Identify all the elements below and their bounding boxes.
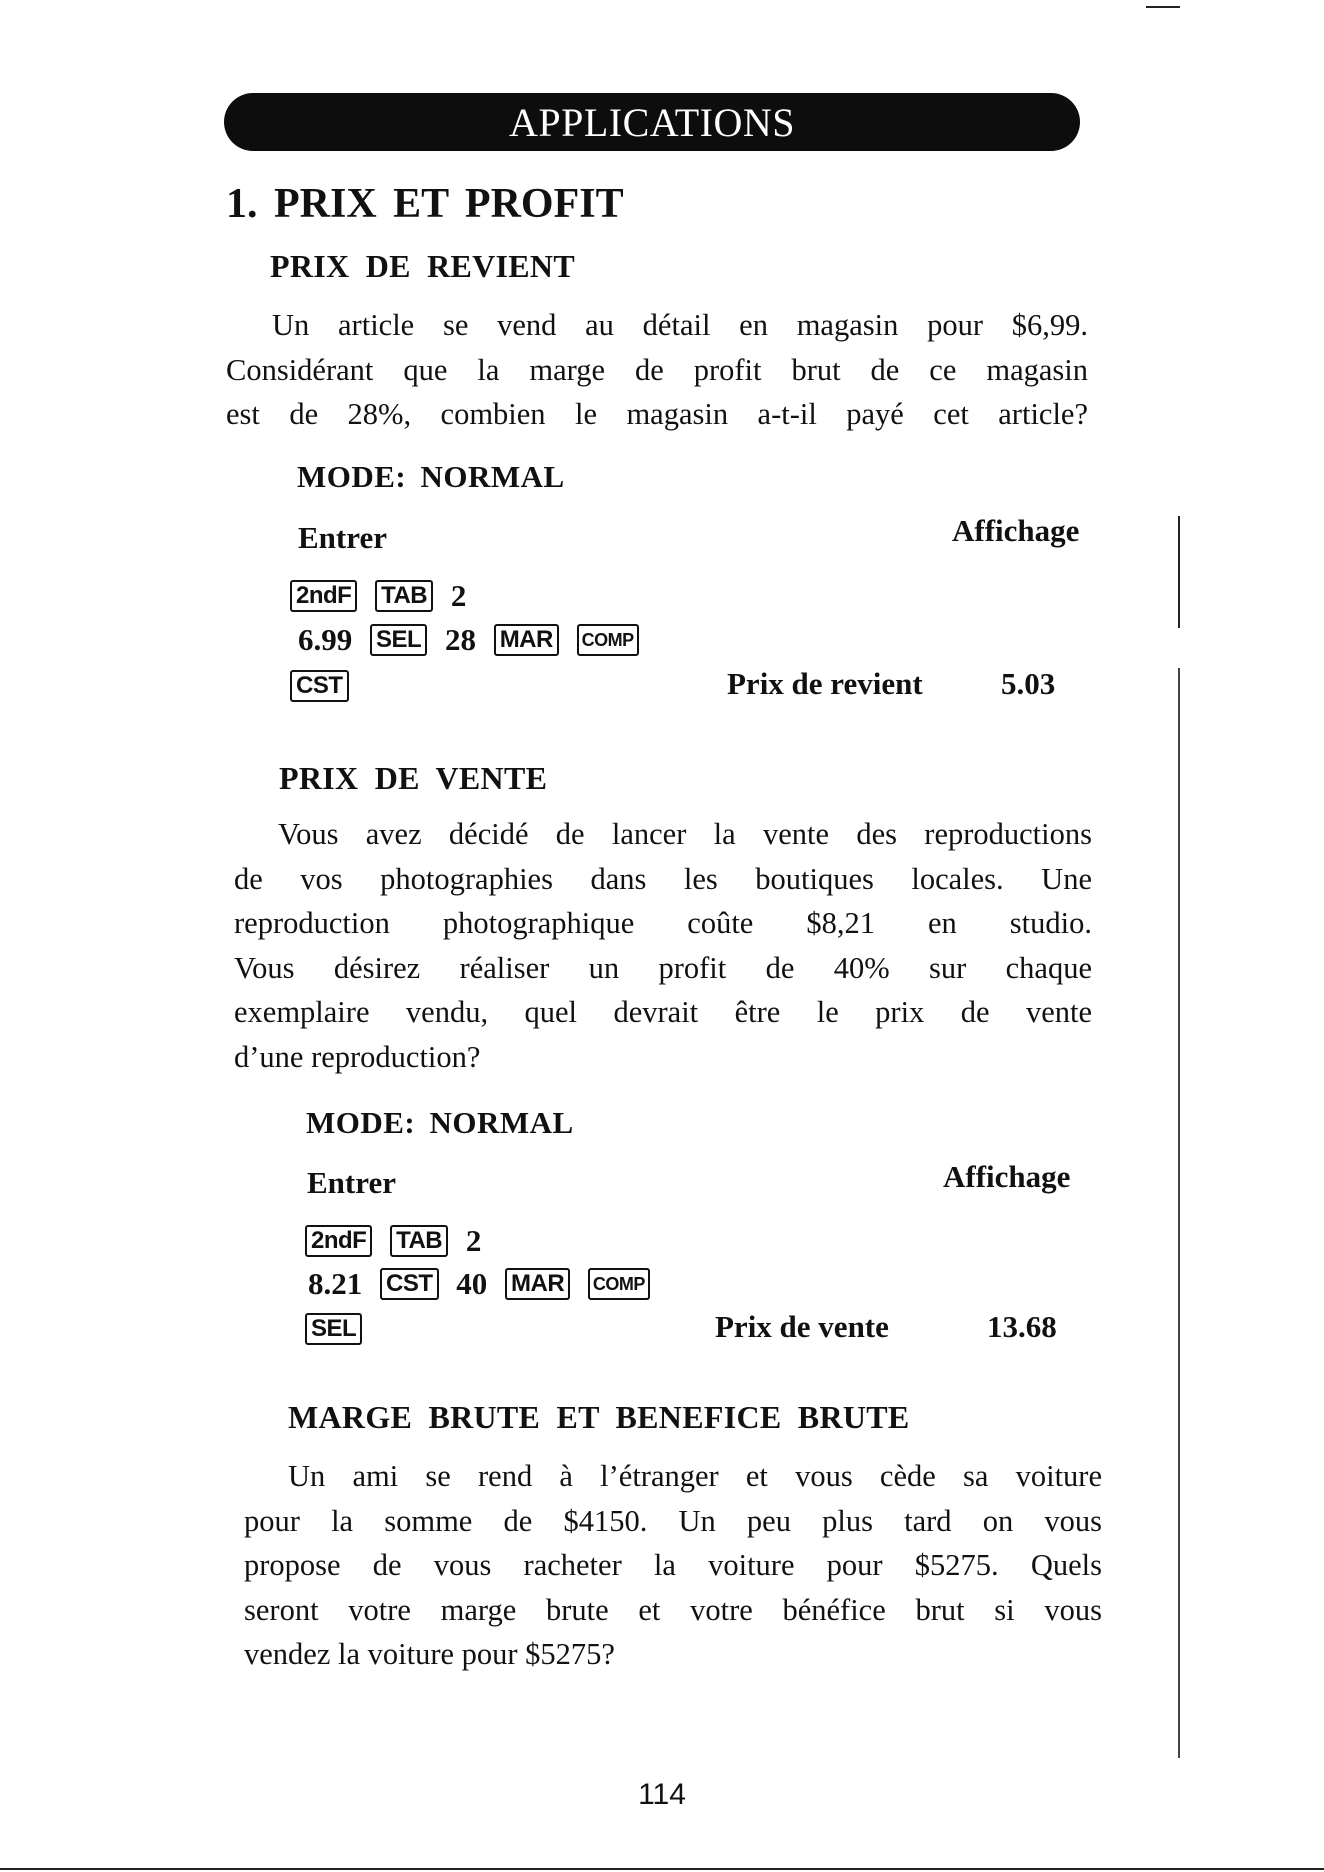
result-value: 5.03 xyxy=(1001,666,1056,701)
key-tab: TAB xyxy=(390,1225,448,1257)
heading-prix-de-vente: PRIX DE VENTE xyxy=(279,760,548,796)
text-line: est de 28%, combien le magasin a-t-il payé cet article? xyxy=(226,397,1088,431)
keystroke-row xyxy=(308,1266,660,1303)
entry-value: 40 xyxy=(456,1266,488,1301)
key-comp: COMP xyxy=(588,1268,650,1300)
heading-prix-de-revient: PRIX DE REVIENT xyxy=(270,248,575,284)
entry-value: 2 xyxy=(465,1223,482,1258)
paragraph-prix-de-revient xyxy=(226,303,1088,437)
paragraph-prix-de-vente xyxy=(234,812,1092,1079)
key-2ndf: 2ndF xyxy=(290,580,357,612)
text-line: Vous avez décidé de lancer la vente des reproductions xyxy=(278,817,1092,851)
text-line: de vos photographies dans les boutiques locales. Une xyxy=(234,861,1092,896)
margin-rule xyxy=(1178,516,1180,628)
text-line: Un article se vend au détail en magasin pour $6,99. xyxy=(272,308,1088,342)
text-line: Un ami se rend à l’étranger et vous cède sa voiture xyxy=(288,1459,1102,1493)
text-line: Considérant que la marge de profit brut de ce magasin xyxy=(226,352,1088,387)
key-sel: SEL xyxy=(370,624,427,656)
paragraph-marge-brute xyxy=(244,1454,1102,1677)
affichage-label: Affichage xyxy=(943,1159,1071,1194)
text-line: Vous désirez réaliser un profit de 40% sur chaque xyxy=(234,950,1092,985)
text-line: exemplaire vendu, quel devrait être le prix de vente xyxy=(234,995,1092,1029)
text-line: vendez la voiture pour $5275? xyxy=(244,1637,615,1671)
mode-label: MODE: NORMAL xyxy=(306,1105,574,1140)
keystroke-row xyxy=(290,668,359,705)
keystroke-row xyxy=(305,1223,491,1260)
mode-label: MODE: NORMAL xyxy=(297,459,565,494)
entry-value: 28 xyxy=(444,622,476,657)
keystroke-row xyxy=(290,578,476,615)
entry-value: 6.99 xyxy=(298,622,353,657)
key-mar: MAR xyxy=(494,624,559,656)
key-tab: TAB xyxy=(375,580,433,612)
entry-value: 8.21 xyxy=(308,1266,363,1301)
key-sel: SEL xyxy=(305,1313,362,1345)
bottom-edge-rule xyxy=(0,1868,1324,1870)
text-line: reproduction photographique coûte $8,21 en studio. xyxy=(234,906,1092,940)
key-comp: COMP xyxy=(577,624,639,656)
heading-marge-brute: MARGE BRUTE ET BENEFICE BRUTE xyxy=(288,1399,910,1435)
entrer-label: Entrer xyxy=(307,1165,396,1200)
text-line: pour la somme de $4150. Un peu plus tard on vous xyxy=(244,1503,1102,1538)
entry-value: 2 xyxy=(450,578,467,613)
text-line: d’une reproduction? xyxy=(234,1039,481,1074)
result-value: 13.68 xyxy=(987,1309,1057,1344)
applications-banner: APPLICATIONS xyxy=(224,93,1080,151)
text-line: propose de vous racheter la voiture pour $5275. Quels xyxy=(244,1548,1102,1582)
section-title: 1. PRIX ET PROFIT xyxy=(226,181,624,227)
key-cst: CST xyxy=(290,670,349,702)
affichage-label: Affichage xyxy=(952,513,1080,548)
entrer-label: Entrer xyxy=(298,520,387,555)
keystroke-row xyxy=(298,622,649,659)
margin-rule xyxy=(1178,668,1180,1758)
keystroke-row xyxy=(305,1311,372,1348)
text-line: seront votre marge brute et votre bénéfice brut si vous xyxy=(244,1592,1102,1627)
result-label: Prix de revient xyxy=(727,666,923,701)
key-cst: CST xyxy=(380,1268,439,1300)
key-mar: MAR xyxy=(505,1268,570,1300)
top-edge-rule xyxy=(1146,6,1180,8)
page-number: 114 xyxy=(638,1778,686,1811)
result-label: Prix de vente xyxy=(715,1309,889,1344)
key-2ndf: 2ndF xyxy=(305,1225,372,1257)
